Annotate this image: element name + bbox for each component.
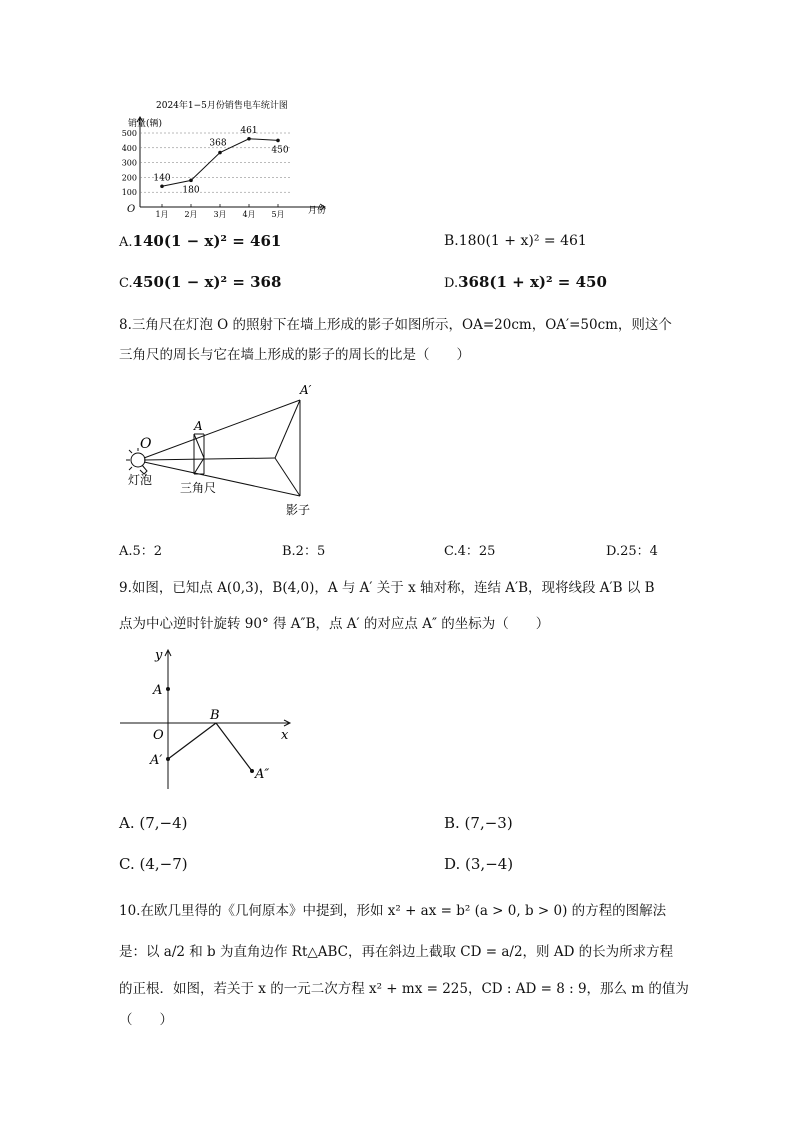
- q10-text-line1: 10.在欧几里得的《几何原本》中提到，形如 x² + ax = b² (a > 0, b > 0) 的方程的图解法: [119, 903, 667, 919]
- chart-y-tick-label: 400: [121, 143, 137, 153]
- segments: [168, 723, 252, 771]
- chart-x-tick-label: 5月: [271, 210, 285, 219]
- chart-data-label: 180: [182, 185, 200, 196]
- chart-data-labels: [153, 126, 288, 196]
- chart-data-point: [218, 151, 222, 155]
- chart-data-point: [276, 139, 280, 143]
- q8-option-c[interactable]: C.4：25: [444, 544, 496, 559]
- chart-y-tick-label: 500: [121, 129, 137, 138]
- chart-y-tick-label: 100: [121, 188, 137, 198]
- label-A: A: [194, 419, 203, 433]
- q9-option-a[interactable]: A. (7,−4): [119, 814, 188, 832]
- chart-x-tick-label: 3月: [213, 210, 227, 219]
- chart-data-point: [160, 184, 164, 188]
- q7-option-a-expr: 140(1 − x)² = 461: [132, 232, 282, 250]
- chart-axes: [137, 117, 325, 210]
- label-origin: O: [153, 728, 164, 743]
- label-x: x: [281, 728, 289, 743]
- points: [166, 687, 254, 773]
- q7-option-a[interactable]: [119, 232, 281, 250]
- label-A-prime: A′: [300, 383, 312, 397]
- q8-option-d[interactable]: D.25：4: [606, 544, 658, 559]
- label-shadow: 影子: [286, 503, 311, 517]
- q9-option-c[interactable]: C. (4,−7): [119, 855, 188, 873]
- chart-y-tick-label: 300: [121, 158, 137, 168]
- q9-text-line2: 点为中心逆时针旋转 90° 得 A″B，点 A′ 的对应点 A″ 的坐标为（ ）: [119, 616, 550, 632]
- q7-option-b[interactable]: [444, 233, 587, 249]
- label-point-B: B: [210, 708, 220, 723]
- q9-option-d[interactable]: D. (3,−4): [444, 855, 514, 873]
- chart-data-label: 140: [153, 173, 171, 184]
- chart-x-tick-label: 4月: [242, 210, 256, 219]
- q8-option-b[interactable]: B.2：5: [282, 544, 326, 559]
- chart-data-label: 461: [240, 125, 258, 136]
- chart-x-tick-label: 2月: [184, 210, 198, 219]
- label-y: y: [155, 648, 163, 663]
- chart-data-point: [189, 179, 193, 183]
- q10-text-line4: （ ）: [119, 1012, 173, 1028]
- q7-option-d-expr: 368(1 + x)² = 450: [458, 273, 607, 291]
- chart-x-tick-label: 1月: [155, 210, 169, 219]
- label-bulb: 灯泡: [128, 473, 153, 487]
- q8-option-a[interactable]: A.5：2: [119, 544, 163, 559]
- q8-text-line1: 8.三角尺在灯泡 O 的照射下在墙上形成的影子如图所示，OA=20cm，OA′=50cm，则这个: [119, 317, 672, 333]
- chart-x-ticks: [155, 204, 284, 219]
- q8-text-line2: 三角尺的周长与它在墙上形成的影子的周长的比是（ ）: [119, 347, 470, 363]
- q10-text-line2: 是：以 a/2 和 b 为直角边作 Rt△ABC，再在斜边上截取 CD = a/2，则 AD 的长为所求方程: [119, 944, 674, 960]
- chart-origin: O: [127, 204, 136, 215]
- label-O: O: [140, 436, 152, 452]
- chart-ylabel: 销量(辆): [128, 119, 163, 129]
- shadow-triangle: [275, 400, 300, 496]
- coordinate-diagram: [115, 645, 300, 795]
- chart-data-label: 450: [271, 145, 289, 156]
- q7-option-d-prefix: D.: [444, 276, 459, 291]
- chart-y-ticks: [122, 129, 137, 197]
- chart-y-tick-label: 200: [121, 173, 137, 183]
- q7-option-c-prefix: C.: [119, 276, 133, 291]
- q7-option-a-prefix: A.: [119, 235, 133, 250]
- chart-xlabel: 月份: [308, 206, 327, 216]
- label-point-A: A: [153, 683, 163, 698]
- q7-option-b-prefix: B.: [444, 233, 459, 249]
- label-ruler: 三角尺: [180, 481, 217, 495]
- chart-title: 2024年1−5月份销售电车统计图: [156, 101, 288, 111]
- label-point-A-prime: A′: [150, 753, 163, 768]
- q7-option-b-expr: 180(1 + x)² = 461: [458, 233, 587, 249]
- q7-option-d[interactable]: [444, 273, 607, 291]
- chart-data-label: 368: [209, 138, 227, 149]
- q9-text-line1: 9.如图，已知点 A(0,3)，B(4,0)，A 与 A′ 关于 x 轴对称，连结 A′B，现将线段 A′B 以 B: [119, 580, 655, 596]
- q10-text-line3: 的正根．如图，若关于 x 的一元二次方程 x² + mx = 225，CD : AD = 8 : 9，那么 m 的值为: [119, 981, 689, 997]
- triangle-ruler: [194, 434, 204, 474]
- q7-option-c[interactable]: [119, 273, 281, 291]
- light-rays: [144, 400, 300, 496]
- q7-option-c-expr: 450(1 − x)² = 368: [132, 273, 282, 291]
- chart-data-point: [247, 137, 251, 141]
- sales-line-chart: [110, 95, 340, 220]
- shadow-diagram: [120, 378, 330, 520]
- q9-option-b[interactable]: B. (7,−3): [444, 814, 513, 832]
- label-point-A-double-prime: A″: [255, 767, 270, 782]
